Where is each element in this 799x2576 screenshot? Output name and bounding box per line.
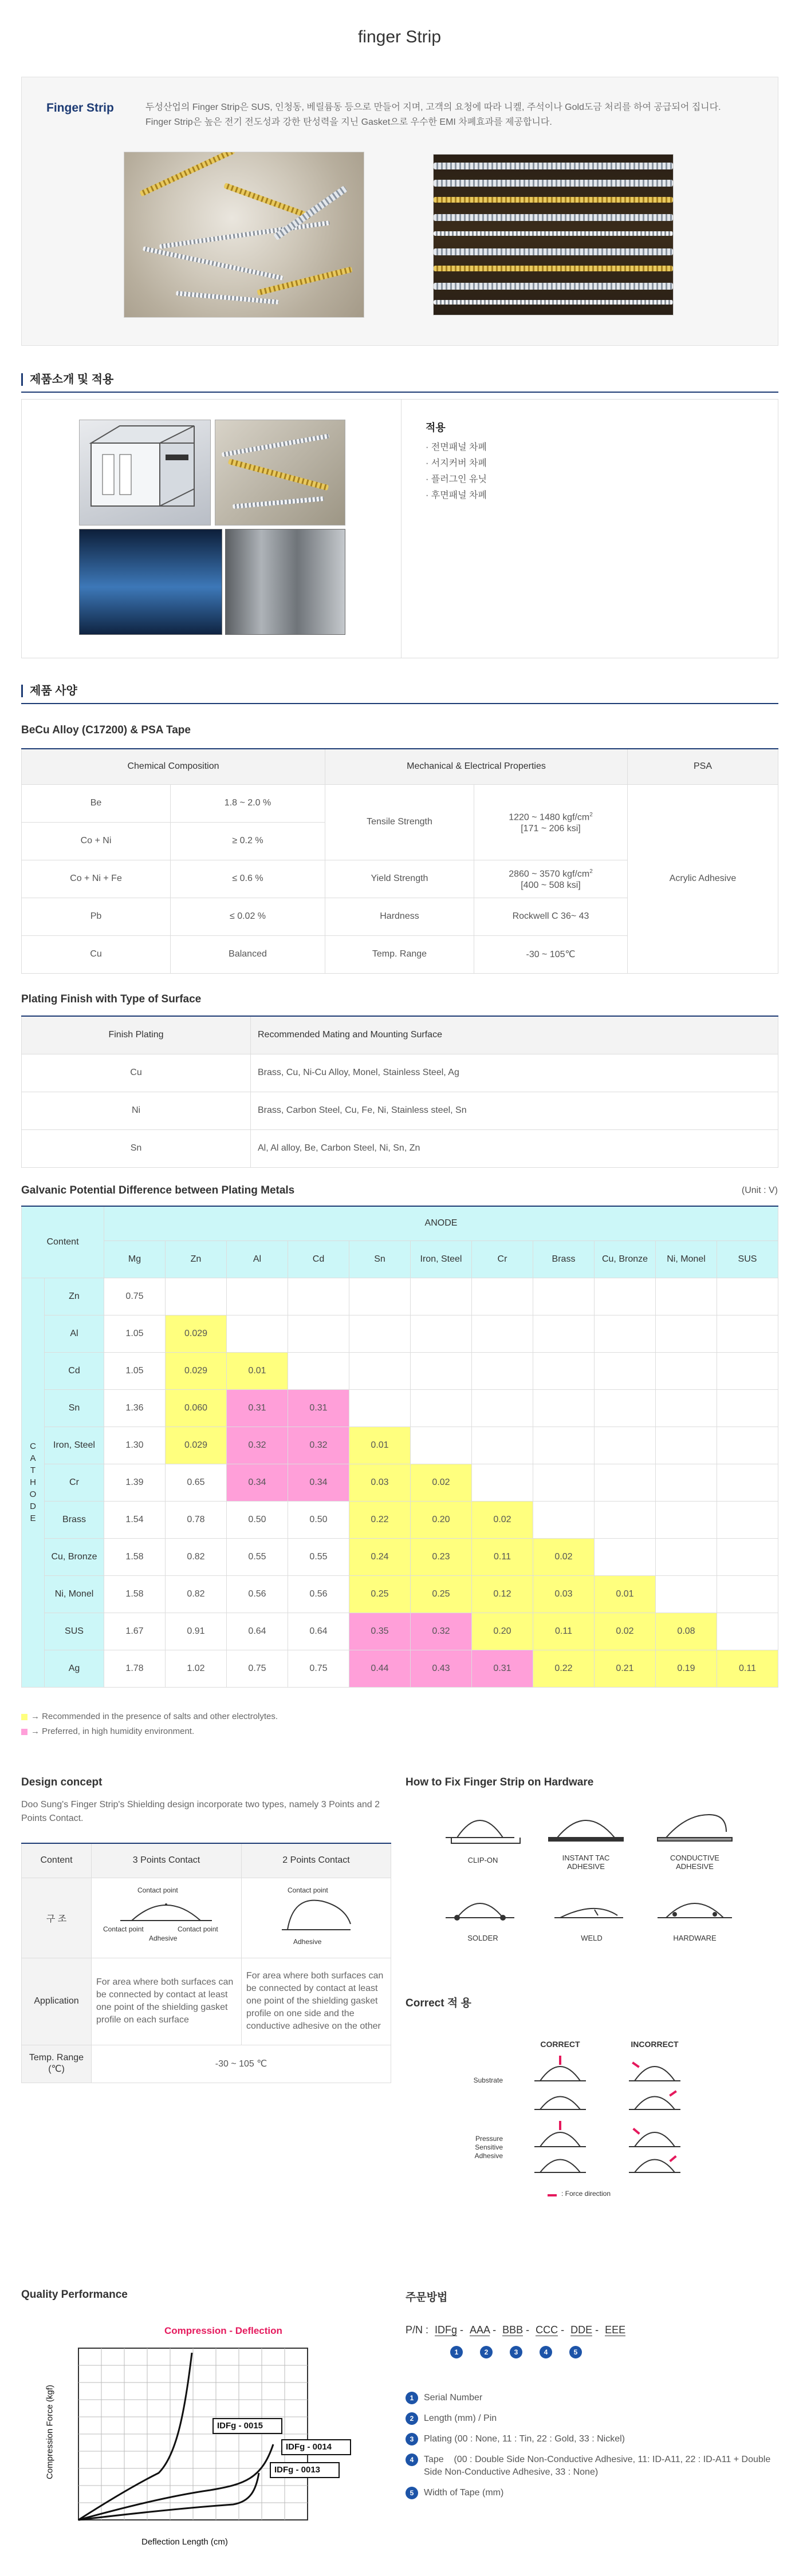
x-axis-label: Deflection Length (cm) [141,2537,228,2547]
galvanic-cell [533,1352,595,1389]
galvanic-cell [227,1278,288,1315]
chem-value: ≤ 0.6 % [171,860,325,898]
galvanic-cell: 0.55 [288,1538,349,1575]
fix-label: SOLDER [467,1934,498,1942]
galvanic-cell: 0.34 [288,1464,349,1501]
galvanic-cell: 0.19 [656,1650,717,1687]
anode-col-header: Al [227,1240,288,1278]
galvanic-cell [656,1352,717,1389]
galvanic-cell: 0.20 [472,1613,533,1650]
galvanic-cell [533,1315,595,1352]
galvanic-cell: 0.31 [472,1650,533,1687]
galvanic-cell [656,1427,717,1464]
plating-metal: Sn [22,1129,251,1167]
galvanic-cell: 0.31 [227,1389,288,1427]
chem-element: Co + Ni [22,822,171,860]
cathode-row-header: Al [45,1315,104,1352]
galvanic-cell [288,1352,349,1389]
galvanic-cell [533,1278,595,1315]
anode-col-header: Iron, Steel [411,1240,472,1278]
y-axis-label: Compression Force (kgf) [45,2384,55,2480]
galvanic-cell: 0.12 [472,1575,533,1613]
rack-diagram-image [79,420,211,526]
application-3p-text: For area where both surfaces can be connected by contact at least one point of the shielding gasket profile on each surface [92,1958,242,2045]
incorrect-label: INCORRECT [631,2040,679,2049]
cathode-row-header: SUS [45,1613,104,1650]
anode-col-header: Ni, Monel [656,1240,717,1278]
galvanic-cell: 1.36 [104,1389,166,1427]
galvanic-cell [595,1538,656,1575]
galvanic-cell: 0.060 [166,1389,227,1427]
structure-2p-diagram: Contact point Adhesive [242,1878,391,1958]
number-badge: 4 [540,2346,552,2358]
galvanic-cell [595,1278,656,1315]
quality-title: Quality Performance [21,2289,128,2301]
galvanic-cell: 0.24 [349,1538,411,1575]
galvanic-cell: 0.11 [472,1538,533,1575]
galvanic-cell: 0.34 [227,1464,288,1501]
galvanic-cell [717,1575,778,1613]
galvanic-cell: 0.22 [349,1501,411,1538]
plating-metal: Ni [22,1092,251,1129]
galvanic-cell: 1.02 [166,1650,227,1687]
galvanic-cell: 0.029 [166,1427,227,1464]
header-mechanical: Mechanical & Electrical Properties [325,749,628,784]
section-title-spec: 제품 사양 [21,685,77,697]
galvanic-cell: 0.01 [349,1427,411,1464]
galvanic-cell [472,1315,533,1352]
galvanic-cell [166,1278,227,1315]
galvanic-cell [595,1352,656,1389]
galvanic-cell: 0.35 [349,1613,411,1650]
galvanic-cell: 0.25 [411,1575,472,1613]
galvanic-cell [472,1427,533,1464]
order-list [406,2392,772,2507]
anode-col-header: Cr [472,1240,533,1278]
design-row-application: Application [22,1958,92,2045]
application-item: · 후면패널 차폐 [426,491,487,500]
series-label: IDFg - 0013 [274,2465,321,2475]
intro-text-line-2: Finger Strip은 높은 전기 전도성과 강한 탄성력을 지닌 Gasket으로 우수한 EMI 차폐효과를 제공합니다. [145,117,552,127]
galvanic-title: Galvanic Potential Difference between Plating Metals [21,1184,295,1196]
galvanic-cell: 0.32 [288,1427,349,1464]
galvanic-cell [717,1501,778,1538]
application-list [426,440,487,504]
galvanic-cell [533,1427,595,1464]
psa-label: Pressure Sensitive Adhesive [474,2135,503,2160]
design-col-3p: 3 Points Contact [92,1843,242,1878]
galvanic-cell: 1.39 [104,1464,166,1501]
galvanic-cell [717,1538,778,1575]
installed-strip-image [225,529,345,635]
galvanic-cell: 0.78 [166,1501,227,1538]
order-item: 2 Length (mm) / Pin [406,2412,772,2425]
cathode-row-header: Ag [45,1650,104,1687]
application-item: · 전면패널 차폐 [426,442,487,452]
galvanic-cell [472,1389,533,1427]
design-col-content: Content [22,1843,92,1878]
fix-label: WELD [581,1934,603,1942]
temp-label: Temp. Range [325,935,474,973]
hardness-value: Rockwell C 36~ 43 [474,898,628,935]
galvanic-cell [717,1613,778,1650]
design-row-temp: Temp. Range (℃) [22,2045,92,2083]
galvanic-cell: 0.03 [533,1575,595,1613]
galvanic-cell: 0.02 [595,1613,656,1650]
galvanic-cell: 0.82 [166,1538,227,1575]
galvanic-cell: 1.67 [104,1613,166,1650]
anode-col-header: Cu, Bronze [595,1240,656,1278]
order-title: 주문방법 [406,2291,448,2304]
galvanic-cell: 0.23 [411,1538,472,1575]
galvanic-cell: 1.58 [104,1575,166,1613]
yield-value: 2860 ~ 3570 kgf/$cm^2$ [400 ~ 508 ksi] [474,860,628,898]
compression-chart [21,2313,388,2565]
chart-title: Compression - Deflection [164,2325,282,2336]
chem-element: Be [22,784,171,822]
galvanic-cell [349,1352,411,1389]
galvanic-cell [472,1464,533,1501]
chem-value: ≥ 0.2 % [171,822,325,860]
galvanic-cell: 0.21 [595,1650,656,1687]
application-2p-text: For area where both surfaces can be connected by contact at least one point of the shielding gasket profile on one side and the conductive adhesive on the other [242,1958,391,2045]
intro-text-line-1: 두성산업의 Finger Strip은 SUS, 인청동, 베릴륨동 등으로 만들어 지며, 고객의 요청에 따라 니켈, 주석이나 Gold도금 처리를 하여 공급되어 집니다. [145,102,721,112]
properties-table [21,748,778,974]
cathode-label: C A T H O D E [22,1278,45,1687]
galvanic-cell: 1.58 [104,1538,166,1575]
pn-number-markers [450,2346,582,2358]
galvanic-cell: 0.50 [227,1501,288,1538]
galvanic-cell [349,1315,411,1352]
design-title: Design concept [21,1776,103,1788]
fix-label: CLIP-ON [467,1856,498,1864]
galvanic-cell [717,1315,778,1352]
chem-value: 1.8 ~ 2.0 % [171,784,325,822]
legend-pink: → Preferred, in high humidity environment. [21,1726,194,1736]
design-text: Doo Sung's Finger Strip's Shielding design incorporate two types, namely 3 Points and 2 Points Contact. [21,1800,380,1823]
galvanic-cell: 0.64 [227,1613,288,1650]
galvanic-cell [411,1427,472,1464]
props-title: BeCu Alloy (C17200) & PSA Tape [21,724,191,736]
galvanic-cell [411,1352,472,1389]
chem-element: Pb [22,898,171,935]
chem-value: ≤ 0.02 % [171,898,325,935]
galvanic-cell: 0.22 [533,1650,595,1687]
galvanic-cell [472,1352,533,1389]
galvanic-cell: 0.50 [288,1501,349,1538]
galvanic-cell: 0.029 [166,1315,227,1352]
galvanic-cell: 0.75 [104,1278,166,1315]
galvanic-cell: 0.11 [717,1650,778,1687]
galvanic-cell: 0.25 [349,1575,411,1613]
galvanic-cell: 0.029 [166,1352,227,1389]
galvanic-cell [288,1315,349,1352]
order-item: 5 Width of Tape (mm) [406,2487,772,2499]
plating-surface: Al, Al alloy, Be, Carbon Steel, Ni, Sn, Zn [251,1129,778,1167]
strip-sample-image [215,420,345,526]
galvanic-cell: 0.02 [411,1464,472,1501]
galvanic-cell [349,1389,411,1427]
fix-label: CONDUCTIVE ADHESIVE [670,1854,719,1871]
application-item: · 서지커버 차폐 [426,459,487,468]
galvanic-cell: 0.56 [227,1575,288,1613]
galvanic-cell [656,1278,717,1315]
galvanic-cell: 1.05 [104,1315,166,1352]
cathode-row-header: Cd [45,1352,104,1389]
galvanic-cell [472,1278,533,1315]
galvanic-cell [717,1427,778,1464]
galvanic-cell: 0.64 [288,1613,349,1650]
galvanic-cell: 0.01 [227,1352,288,1389]
galvanic-cell: 0.20 [411,1501,472,1538]
page-title: finger Strip [357,27,442,46]
galvanic-table [21,1206,778,1688]
plating-surface: Brass, Carbon Steel, Cu, Fe, Ni, Stainless steel, Sn [251,1092,778,1129]
finger-strip-photo-assorted [124,152,364,318]
chem-element: Cu [22,935,171,973]
galvanic-cell [533,1464,595,1501]
series-label: IDFg - 0015 [217,2421,263,2431]
order-item: 4 Tape (00 : Double Side Non-Conductive Adhesive, 11: ID-A11, 22 : ID-A11 + Double Side Non-Conductive Adhesive, 33 : None) [406,2453,772,2479]
galvanic-cell [717,1464,778,1501]
correct-diagram [406,2018,776,2207]
galvanic-cell [595,1464,656,1501]
anode-col-header: Cd [288,1240,349,1278]
galvanic-cell [717,1352,778,1389]
galvanic-cell [656,1464,717,1501]
galvanic-cell [595,1315,656,1352]
temp-value: -30 ~ 105℃ [474,935,628,973]
anode-col-header: Zn [166,1240,227,1278]
intro-box [21,77,778,346]
galvanic-anode-label: ANODE [104,1206,778,1240]
galvanic-cell [349,1278,411,1315]
design-row-structure: 구 조 [22,1878,92,1958]
galvanic-cell [717,1389,778,1427]
order-item: 1 Serial Number [406,2392,772,2404]
cathode-row-header: Zn [45,1278,104,1315]
correct-title: Correct 적 용 [406,1997,471,2009]
finger-strip-photo-rows [433,154,674,315]
galvanic-cell [288,1278,349,1315]
anechoic-chamber-image [79,529,222,635]
galvanic-cell: 0.75 [227,1650,288,1687]
plating-table [21,1016,778,1168]
yield-label: Yield Strength [325,860,474,898]
fix-label: HARDWARE [673,1934,717,1942]
application-divider [401,399,402,658]
cathode-row-header: Cr [45,1464,104,1501]
series-label: IDFg - 0014 [286,2442,332,2452]
galvanic-cell: 0.32 [411,1613,472,1650]
plating-title: Plating Finish with Type of Surface [21,993,202,1005]
galvanic-cell [656,1575,717,1613]
section-rule [21,703,778,704]
plating-metal: Cu [22,1054,251,1092]
header-psa: PSA [628,749,778,784]
plating-col-surface: Recommended Mating and Mounting Surface [251,1016,778,1054]
galvanic-cell: 1.78 [104,1650,166,1687]
galvanic-cell: 0.56 [288,1575,349,1613]
fix-label: INSTANT TAC ADHESIVE [562,1854,610,1871]
correct-label: CORRECT [540,2040,580,2049]
fix-methods-diagram [406,1803,776,1958]
anode-col-header: Mg [104,1240,166,1278]
galvanic-cell: 0.65 [166,1464,227,1501]
galvanic-cell [656,1389,717,1427]
legend-yellow: → Recommended in the presence of salts and other electrolytes. [21,1712,278,1721]
section-title-intro: 제품소개 및 적용 [21,373,113,386]
tensile-value: 1220 ~ 1480 kgf/$cm^2$ [171 ~ 206 ksi] [474,784,628,860]
galvanic-cell [595,1501,656,1538]
galvanic-content-label: Content [22,1206,104,1278]
anode-col-header: SUS [717,1240,778,1278]
galvanic-cell [411,1278,472,1315]
galvanic-cell [717,1278,778,1315]
galvanic-cell [595,1427,656,1464]
anode-col-header: Brass [533,1240,595,1278]
number-badge: 3 [510,2346,522,2358]
galvanic-cell: 0.32 [227,1427,288,1464]
design-temp-value: -30 ~ 105 ℃ [92,2045,391,2083]
psa-value: Acrylic Adhesive [628,784,778,973]
section-rule [21,392,778,393]
galvanic-cell [411,1315,472,1352]
application-item: · 플러그인 유닛 [426,475,487,484]
application-heading: 적용 [426,422,446,433]
galvanic-cell: 0.02 [472,1501,533,1538]
plating-surface: Brass, Cu, Ni-Cu Alloy, Monel, Stainless Steel, Ag [251,1054,778,1092]
galvanic-cell: 0.01 [595,1575,656,1613]
cathode-row-header: Brass [45,1501,104,1538]
number-badge: 5 [569,2346,582,2358]
number-badge: 1 [450,2346,463,2358]
galvanic-cell [656,1315,717,1352]
galvanic-cell [227,1315,288,1352]
galvanic-cell [533,1389,595,1427]
galvanic-cell [656,1538,717,1575]
part-number-format: P/N : IDFg - AAA - BBB - CCC - DDE - EEE [406,2324,626,2336]
plating-col-finish: Finish Plating [22,1016,251,1054]
galvanic-cell: 0.43 [411,1650,472,1687]
galvanic-cell: 0.44 [349,1650,411,1687]
galvanic-cell: 0.91 [166,1613,227,1650]
substrate-label: Substrate [473,2076,503,2084]
galvanic-cell [533,1501,595,1538]
galvanic-cell: 0.82 [166,1575,227,1613]
galvanic-unit: (Unit : V) [741,1186,778,1195]
cathode-row-header: Cu, Bronze [45,1538,104,1575]
structure-3p-diagram: Contact point Contact point Contact point Adhesive [92,1878,242,1958]
galvanic-cell: 0.03 [349,1464,411,1501]
galvanic-cell: 0.02 [533,1538,595,1575]
galvanic-cell: 1.30 [104,1427,166,1464]
cathode-row-header: Iron, Steel [45,1427,104,1464]
force-direction-label: : Force direction [561,2190,611,2198]
number-badge: 2 [480,2346,493,2358]
chem-value: Balanced [171,935,325,973]
chem-element: Co + Ni + Fe [22,860,171,898]
design-table [21,1843,391,2083]
fix-title: How to Fix Finger Strip on Hardware [406,1776,594,1788]
design-col-2p: 2 Points Contact [242,1843,391,1878]
header-chemical: Chemical Composition [22,749,325,784]
galvanic-cell: 0.31 [288,1389,349,1427]
galvanic-cell [411,1389,472,1427]
galvanic-cell: 1.54 [104,1501,166,1538]
order-item: 3 Plating (00 : None, 11 : Tin, 22 : Gold, 33 : Nickel) [406,2433,772,2445]
galvanic-cell: 1.05 [104,1352,166,1389]
hardness-label: Hardness [325,898,474,935]
galvanic-cell [656,1501,717,1538]
cathode-row-header: Sn [45,1389,104,1427]
cathode-row-header: Ni, Monel [45,1575,104,1613]
anode-col-header: Sn [349,1240,411,1278]
galvanic-cell: 0.55 [227,1538,288,1575]
galvanic-cell: 0.11 [533,1613,595,1650]
galvanic-cell: 0.08 [656,1613,717,1650]
galvanic-cell: 0.75 [288,1650,349,1687]
intro-text [145,100,753,130]
intro-product-name: Finger Strip [46,101,114,114]
galvanic-cell [595,1389,656,1427]
tensile-label: Tensile Strength [325,784,474,860]
